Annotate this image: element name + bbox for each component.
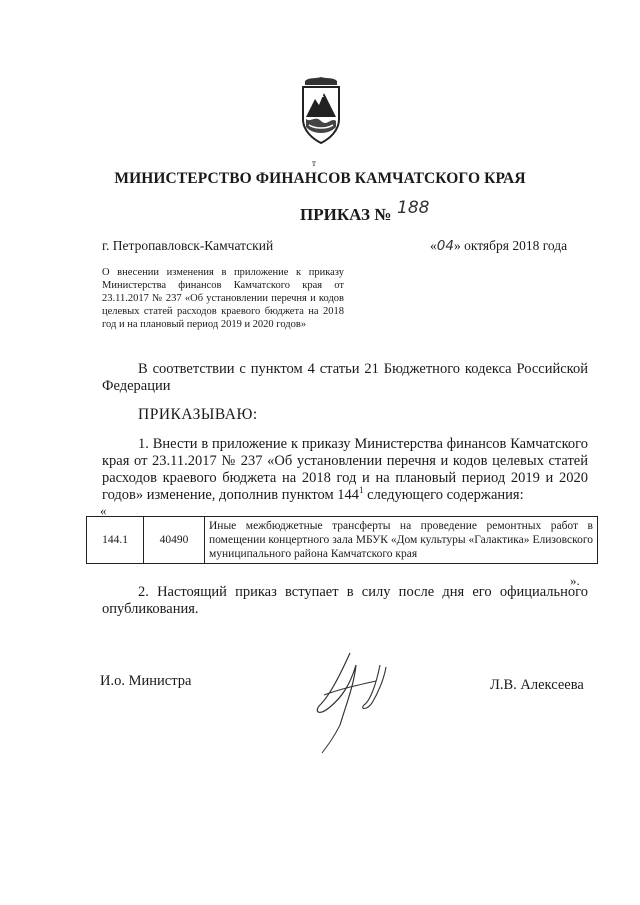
table-row xyxy=(87,517,598,564)
date-open-quote: « xyxy=(430,238,437,253)
date-month-year: октября 2018 года xyxy=(460,238,568,253)
item-1-paragraph xyxy=(102,436,588,504)
description-cell: Иные межбюджетные трансферты на проведение ремонтных работ в помещении концертного зала МБУК «Дом культуры «Галактика» Елизовского муниципального района Камчатского края xyxy=(205,517,598,564)
inserted-item-table xyxy=(86,516,598,564)
order-date xyxy=(430,238,567,254)
coat-of-arms-emblem xyxy=(297,75,345,145)
target-code-cell: 40490 xyxy=(144,517,205,564)
tick-mark: т xyxy=(312,158,316,168)
order-number-handwritten: 188 xyxy=(397,198,430,218)
order-title: ПРИКАЗ № xyxy=(300,205,392,224)
ministry-name: МИНИСТЕРСТВО ФИНАНСОВ КАМЧАТСКОГО КРАЯ xyxy=(114,170,526,187)
item-number-cell: 144.1 xyxy=(87,517,144,564)
orders-word: ПРИКАЗЫВАЮ: xyxy=(138,406,258,423)
item-2-paragraph: 2. Настоящий приказ вступает в силу после дня его официального опубликования. xyxy=(102,584,588,617)
city: г. Петропавловск-Камчатский xyxy=(102,238,274,253)
insert-open-quote: « xyxy=(100,503,107,518)
item-1-tail: следующего содержания: xyxy=(363,487,524,503)
signer-position: И.о. Министра xyxy=(100,673,192,689)
date-close-quote: » xyxy=(453,238,461,253)
date-day-handwritten: 04 xyxy=(436,238,454,254)
signer-name: Л.В. Алексеева xyxy=(490,677,584,693)
legal-basis-paragraph: В соответствии с пунктом 4 статьи 21 Бюджетного кодекса Российской Федерации xyxy=(102,361,588,394)
item-1-text: 1. Внести в приложение к приказу Министерства финансов Камчатского края от 23.11.2017 № 237 «Об установлении перечня и кодов целевых статей расходов краевого бюджета на 2018 год и на плановый период 2019 и 2020 годов» изменение, дополнив пунктом 144 xyxy=(102,436,588,503)
item-1-superscript: 1 xyxy=(359,485,364,496)
insert-close-quote: ». xyxy=(570,573,580,588)
order-subject: О внесении изменения в приложение к приказу Министерства финансов Камчатского края от 23.11.2017 № 237 «Об установлении перечня и кодов целевых статей расходов краевого бюджета на 2018 год и на плановый период 2019 и 2020 годов» xyxy=(102,267,344,330)
handwritten-signature xyxy=(310,645,410,755)
